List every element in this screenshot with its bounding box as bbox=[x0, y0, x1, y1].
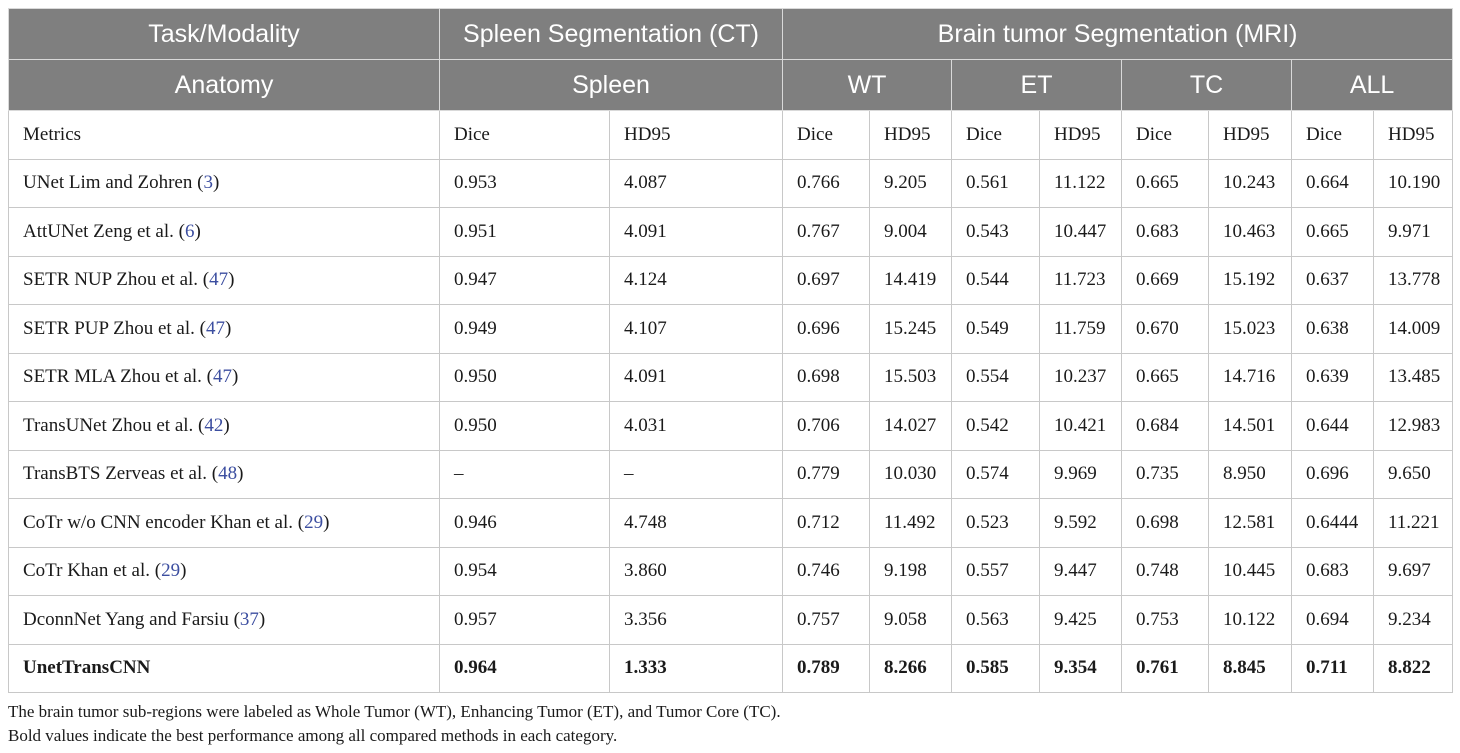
value-cell: 0.946 bbox=[440, 499, 610, 548]
citation-close: ) bbox=[228, 269, 235, 291]
value-cell: 8.950 bbox=[1209, 450, 1292, 499]
value-cell: 3.860 bbox=[610, 547, 783, 596]
method-name: AttUNet Zeng et al. ( bbox=[23, 220, 185, 242]
method-name: UNet Lim and Zohren ( bbox=[23, 172, 204, 194]
citation-link[interactable]: 29 bbox=[304, 511, 324, 533]
table-row bbox=[9, 644, 1453, 693]
value-cell: 9.592 bbox=[1040, 499, 1122, 548]
value-cell: 0.585 bbox=[952, 644, 1040, 693]
value-cell: 0.523 bbox=[952, 499, 1040, 548]
header-wt: WT bbox=[783, 60, 952, 111]
value-cell: 0.789 bbox=[783, 644, 870, 693]
value-cell: 0.757 bbox=[783, 596, 870, 645]
method-name-cell bbox=[9, 547, 440, 596]
table-row bbox=[9, 547, 1453, 596]
citation-close: ) bbox=[224, 317, 232, 339]
value-cell: 14.501 bbox=[1209, 402, 1292, 451]
value-cell: – bbox=[440, 450, 610, 499]
citation-close: ) bbox=[223, 414, 230, 436]
citation-link[interactable]: 37 bbox=[239, 608, 259, 630]
citation-link[interactable]: 47 bbox=[212, 366, 232, 388]
value-cell: 0.637 bbox=[1292, 256, 1374, 305]
value-cell: 10.421 bbox=[1040, 402, 1122, 451]
value-cell: 11.759 bbox=[1040, 305, 1122, 354]
method-name-cell bbox=[9, 644, 440, 693]
value-cell: 11.122 bbox=[1040, 159, 1122, 208]
value-cell: 0.957 bbox=[440, 596, 610, 645]
value-cell: 0.748 bbox=[1122, 547, 1209, 596]
value-cell: 11.723 bbox=[1040, 256, 1122, 305]
metric-header: HD95 bbox=[870, 111, 952, 160]
value-cell: 0.669 bbox=[1122, 256, 1209, 305]
value-cell: 10.243 bbox=[1209, 159, 1292, 208]
value-cell: 9.004 bbox=[870, 208, 952, 257]
value-cell: 0.557 bbox=[952, 547, 1040, 596]
header-all: ALL bbox=[1292, 60, 1453, 111]
value-cell: 0.950 bbox=[440, 353, 610, 402]
value-cell: 0.684 bbox=[1122, 402, 1209, 451]
value-cell: 0.697 bbox=[783, 256, 870, 305]
value-cell: 14.009 bbox=[1374, 305, 1453, 354]
value-cell: 0.766 bbox=[783, 159, 870, 208]
metric-header: Dice bbox=[783, 111, 870, 160]
value-cell: 10.463 bbox=[1209, 208, 1292, 257]
citation-close: ) bbox=[212, 172, 220, 194]
value-cell: 0.949 bbox=[440, 305, 610, 354]
metrics-label: Metrics bbox=[9, 111, 440, 160]
value-cell: 12.983 bbox=[1374, 402, 1453, 451]
value-cell: 14.419 bbox=[870, 256, 952, 305]
value-cell: 0.664 bbox=[1292, 159, 1374, 208]
value-cell: 0.563 bbox=[952, 596, 1040, 645]
value-cell: 10.445 bbox=[1209, 547, 1292, 596]
value-cell: 0.950 bbox=[440, 402, 610, 451]
method-name: SETR NUP Zhou et al. ( bbox=[23, 269, 210, 291]
metric-header: HD95 bbox=[1374, 111, 1453, 160]
method-name-cell bbox=[9, 499, 440, 548]
header-anatomy: Anatomy bbox=[9, 60, 440, 111]
value-cell: 0.694 bbox=[1292, 596, 1374, 645]
value-cell: 0.683 bbox=[1122, 208, 1209, 257]
citation-link[interactable]: 47 bbox=[209, 269, 229, 291]
citation-link[interactable]: 48 bbox=[218, 463, 238, 485]
metric-header: HD95 bbox=[1040, 111, 1122, 160]
value-cell: 0.542 bbox=[952, 402, 1040, 451]
citation-close: ) bbox=[258, 608, 266, 630]
results-table-container bbox=[8, 8, 1452, 693]
value-cell: 8.822 bbox=[1374, 644, 1453, 693]
method-name: UnetTransCNN bbox=[23, 657, 151, 679]
citation-close: ) bbox=[231, 366, 239, 388]
value-cell: 0.670 bbox=[1122, 305, 1209, 354]
value-cell: 0.711 bbox=[1292, 644, 1374, 693]
citation-link[interactable]: 47 bbox=[205, 317, 225, 339]
value-cell: 0.761 bbox=[1122, 644, 1209, 693]
value-cell: 8.845 bbox=[1209, 644, 1292, 693]
value-cell: 15.192 bbox=[1209, 256, 1292, 305]
value-cell: 15.503 bbox=[870, 353, 952, 402]
header-brain-mri: Brain tumor Segmentation (MRI) bbox=[783, 9, 1453, 60]
table-row bbox=[9, 208, 1453, 257]
method-name: CoTr w/o CNN encoder Khan et al. ( bbox=[23, 511, 305, 533]
value-cell: 0.665 bbox=[1292, 208, 1374, 257]
method-name: TransUNet Zhou et al. ( bbox=[23, 414, 205, 436]
value-cell: 10.122 bbox=[1209, 596, 1292, 645]
value-cell: 9.650 bbox=[1374, 450, 1453, 499]
citation-link[interactable]: 42 bbox=[204, 414, 224, 436]
value-cell: 0.767 bbox=[783, 208, 870, 257]
value-cell: 0.544 bbox=[952, 256, 1040, 305]
header-spleen: Spleen bbox=[440, 60, 783, 111]
value-cell: 0.698 bbox=[783, 353, 870, 402]
value-cell: 4.091 bbox=[610, 208, 783, 257]
header-et: ET bbox=[952, 60, 1122, 111]
method-name-cell bbox=[9, 596, 440, 645]
value-cell: 9.425 bbox=[1040, 596, 1122, 645]
method-name-cell bbox=[9, 450, 440, 499]
value-cell: 0.6444 bbox=[1292, 499, 1374, 548]
value-cell: 10.237 bbox=[1040, 353, 1122, 402]
value-cell: 9.205 bbox=[870, 159, 952, 208]
footnote-subregions: The brain tumor sub-regions were labeled as Whole Tumor (WT), Enhancing Tumor (ET), and Tumor Core (TC). bbox=[8, 702, 781, 721]
table-row bbox=[9, 256, 1453, 305]
method-name: TransBTS Zerveas et al. ( bbox=[23, 463, 219, 485]
value-cell: 8.266 bbox=[870, 644, 952, 693]
citation-link[interactable]: 29 bbox=[161, 560, 181, 582]
value-cell: 4.107 bbox=[610, 305, 783, 354]
citation-close: ) bbox=[323, 511, 330, 533]
method-name: CoTr Khan et al. ( bbox=[23, 560, 162, 582]
value-cell: 0.964 bbox=[440, 644, 610, 693]
table-row bbox=[9, 305, 1453, 354]
value-cell: 0.639 bbox=[1292, 353, 1374, 402]
value-cell: 13.778 bbox=[1374, 256, 1453, 305]
method-name-cell bbox=[9, 353, 440, 402]
table-row bbox=[9, 596, 1453, 645]
value-cell: 10.190 bbox=[1374, 159, 1453, 208]
table-row bbox=[9, 353, 1453, 402]
value-cell: 10.030 bbox=[870, 450, 952, 499]
value-cell: 0.698 bbox=[1122, 499, 1209, 548]
value-cell: 9.234 bbox=[1374, 596, 1453, 645]
value-cell: 12.581 bbox=[1209, 499, 1292, 548]
header-row-anatomy bbox=[9, 60, 1453, 111]
value-cell: 0.953 bbox=[440, 159, 610, 208]
value-cell: 0.554 bbox=[952, 353, 1040, 402]
header-row-task bbox=[9, 9, 1453, 60]
value-cell: 11.221 bbox=[1374, 499, 1453, 548]
header-tc: TC bbox=[1122, 60, 1292, 111]
value-cell: 9.354 bbox=[1040, 644, 1122, 693]
citation-close: ) bbox=[180, 560, 187, 582]
value-cell: 4.124 bbox=[610, 256, 783, 305]
value-cell: 4.031 bbox=[610, 402, 783, 451]
value-cell: 9.447 bbox=[1040, 547, 1122, 596]
method-name-cell bbox=[9, 256, 440, 305]
value-cell: 0.683 bbox=[1292, 547, 1374, 596]
results-table bbox=[8, 8, 1453, 693]
citation-close: ) bbox=[194, 220, 201, 242]
metric-header: Dice bbox=[440, 111, 610, 160]
metric-header: HD95 bbox=[610, 111, 783, 160]
method-name-cell bbox=[9, 208, 440, 257]
value-cell: 1.333 bbox=[610, 644, 783, 693]
method-name: SETR PUP Zhou et al. ( bbox=[23, 317, 206, 339]
metric-header: Dice bbox=[1122, 111, 1209, 160]
value-cell: 0.712 bbox=[783, 499, 870, 548]
value-cell: 0.561 bbox=[952, 159, 1040, 208]
value-cell: 9.971 bbox=[1374, 208, 1453, 257]
metric-header: Dice bbox=[952, 111, 1040, 160]
value-cell: 15.023 bbox=[1209, 305, 1292, 354]
value-cell: 0.706 bbox=[783, 402, 870, 451]
value-cell: 0.753 bbox=[1122, 596, 1209, 645]
table-body bbox=[9, 111, 1453, 693]
value-cell: 9.058 bbox=[870, 596, 952, 645]
citation-link[interactable]: 3 bbox=[203, 172, 213, 194]
value-cell: 0.574 bbox=[952, 450, 1040, 499]
value-cell: 15.245 bbox=[870, 305, 952, 354]
value-cell: 0.549 bbox=[952, 305, 1040, 354]
value-cell: 0.735 bbox=[1122, 450, 1209, 499]
value-cell: 0.696 bbox=[1292, 450, 1374, 499]
value-cell: 14.027 bbox=[870, 402, 952, 451]
value-cell: 0.746 bbox=[783, 547, 870, 596]
value-cell: 10.447 bbox=[1040, 208, 1122, 257]
value-cell: 0.644 bbox=[1292, 402, 1374, 451]
value-cell: 13.485 bbox=[1374, 353, 1453, 402]
value-cell: 0.779 bbox=[783, 450, 870, 499]
table-row bbox=[9, 159, 1453, 208]
method-name: SETR MLA Zhou et al. ( bbox=[23, 366, 213, 388]
method-name-cell bbox=[9, 159, 440, 208]
metrics-row bbox=[9, 111, 1453, 160]
value-cell: 0.696 bbox=[783, 305, 870, 354]
value-cell: 9.697 bbox=[1374, 547, 1453, 596]
method-name-cell bbox=[9, 305, 440, 354]
value-cell: 0.665 bbox=[1122, 353, 1209, 402]
table-row bbox=[9, 402, 1453, 451]
metric-header: HD95 bbox=[1209, 111, 1292, 160]
citation-close: ) bbox=[237, 463, 244, 485]
value-cell: 4.087 bbox=[610, 159, 783, 208]
value-cell: 0.638 bbox=[1292, 305, 1374, 354]
table-row bbox=[9, 450, 1453, 499]
citation-link[interactable]: 6 bbox=[184, 220, 195, 242]
method-name-cell bbox=[9, 402, 440, 451]
value-cell: 4.748 bbox=[610, 499, 783, 548]
value-cell: 0.951 bbox=[440, 208, 610, 257]
value-cell: 0.665 bbox=[1122, 159, 1209, 208]
value-cell: 0.947 bbox=[440, 256, 610, 305]
value-cell: 9.198 bbox=[870, 547, 952, 596]
value-cell: 0.954 bbox=[440, 547, 610, 596]
value-cell: 3.356 bbox=[610, 596, 783, 645]
header-spleen-ct: Spleen Segmentation (CT) bbox=[440, 9, 783, 60]
method-name: DconnNet Yang and Farsiu ( bbox=[23, 608, 240, 630]
value-cell: 11.492 bbox=[870, 499, 952, 548]
value-cell: 0.543 bbox=[952, 208, 1040, 257]
header-task-modality: Task/Modality bbox=[9, 9, 440, 60]
value-cell: 9.969 bbox=[1040, 450, 1122, 499]
table-row bbox=[9, 499, 1453, 548]
value-cell: 4.091 bbox=[610, 353, 783, 402]
metric-header: Dice bbox=[1292, 111, 1374, 160]
value-cell: – bbox=[610, 450, 783, 499]
footnote-bold: Bold values indicate the best performance among all compared methods in each category. bbox=[8, 726, 618, 745]
value-cell: 14.716 bbox=[1209, 353, 1292, 402]
table-footnotes bbox=[8, 700, 781, 748]
